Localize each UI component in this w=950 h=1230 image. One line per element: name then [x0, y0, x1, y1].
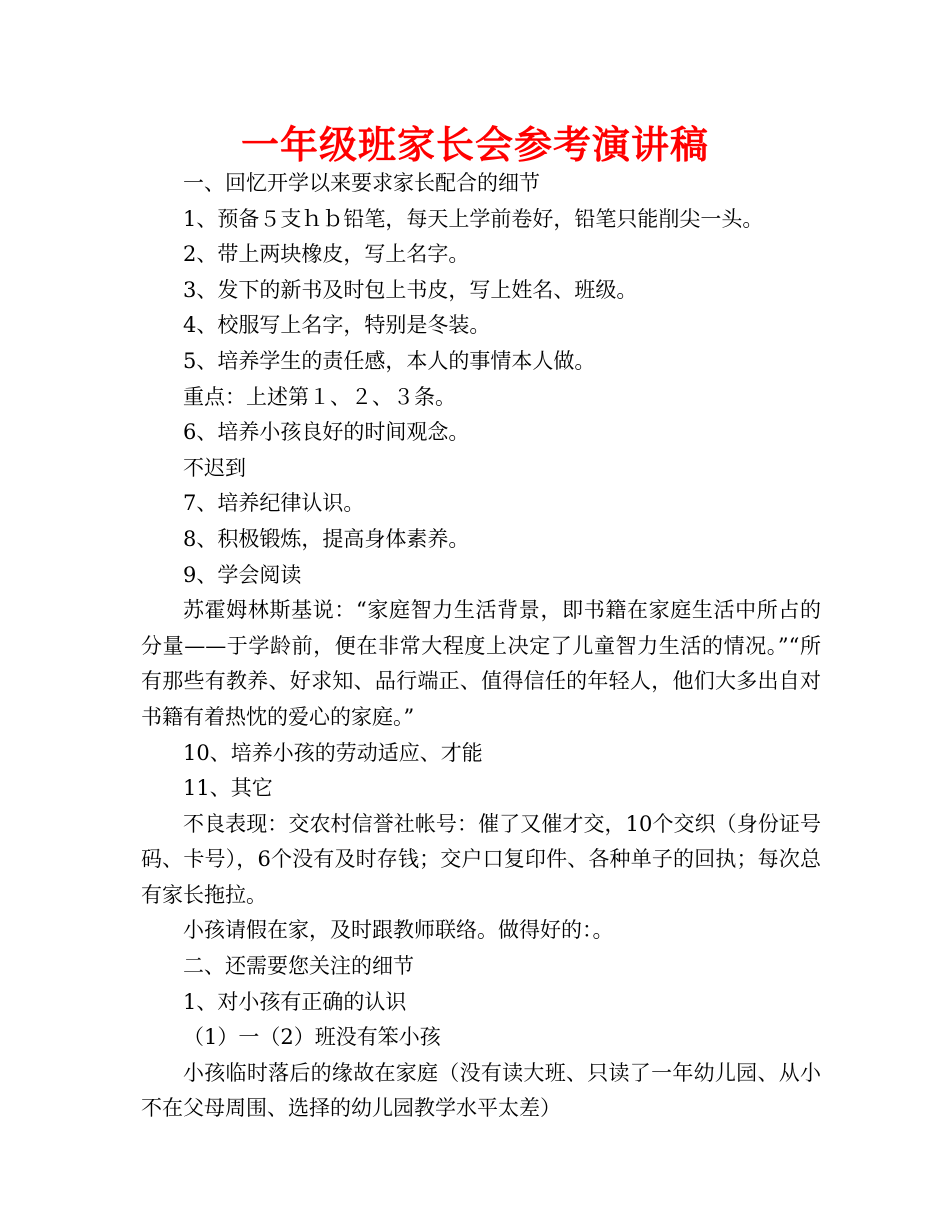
paragraph: 小孩临时落后的缘故在家庭（没有读大班、只读了一年幼儿园、从小不在父母周围、选择的幼儿园教学水平太差） — [141, 1060, 821, 1121]
document-body — [141, 166, 821, 1127]
list-item: 4、校服写上名字，特别是冬装。 — [183, 313, 491, 338]
list-item: 11、其它 — [183, 776, 273, 801]
paragraph: 不迟到 — [183, 455, 246, 480]
document-title: 一年级班家长会参考演讲稿 — [240, 123, 709, 167]
list-item: 8、积极锻炼，提高身体素养。 — [183, 526, 470, 551]
list-item: 1、预备５支ｈｂ铅笔，每天上学前卷好，铅笔只能削尖一头。 — [183, 206, 764, 231]
list-item: 2、带上两块橡皮，写上名字。 — [183, 242, 470, 267]
list-item: 1、对小孩有正确的认识 — [183, 989, 407, 1014]
paragraph: 重点：上述第１、２、３条。 — [183, 384, 456, 409]
section-heading: 二、还需要您关注的细节 — [183, 954, 414, 979]
paragraph: （1）一（2）班没有笨小孩 — [183, 1025, 441, 1050]
quote-paragraph: 苏霍姆林斯基说：“家庭智力生活背景，即书籍在家庭生活中所占的分量——于学龄前，便在非常大程度上决定了儿童智力生活的情况。”“所有那些有教养、好求知、品行端正、值得信任的年轻人，他们大多出自对书籍有着热忱的爱心的家庭。” — [141, 598, 821, 729]
list-item: 6、培养小孩良好的时间观念。 — [183, 420, 470, 445]
paragraph: 小孩请假在家，及时跟教师联络。做得好的：。 — [183, 918, 614, 943]
section-heading: 一、回忆开学以来要求家长配合的细节 — [183, 171, 540, 195]
paragraph: 不良表现：交农村信誉社帐号：催了又催才交，10个交织（身份证号码、卡号），6个没有及时存钱；交户口复印件、各种单子的回执；每次总有家长拖拉。 — [141, 811, 821, 907]
list-item: 9、学会阅读 — [183, 562, 302, 587]
list-item: 3、发下的新书及时包上书皮，写上姓名、班级。 — [183, 277, 638, 302]
list-item: 7、培养纪律认识。 — [183, 491, 365, 516]
list-item: 5、培养学生的责任感，本人的事情本人做。 — [183, 348, 596, 373]
list-item: 10、培养小孩的劳动适应、才能 — [183, 740, 483, 765]
